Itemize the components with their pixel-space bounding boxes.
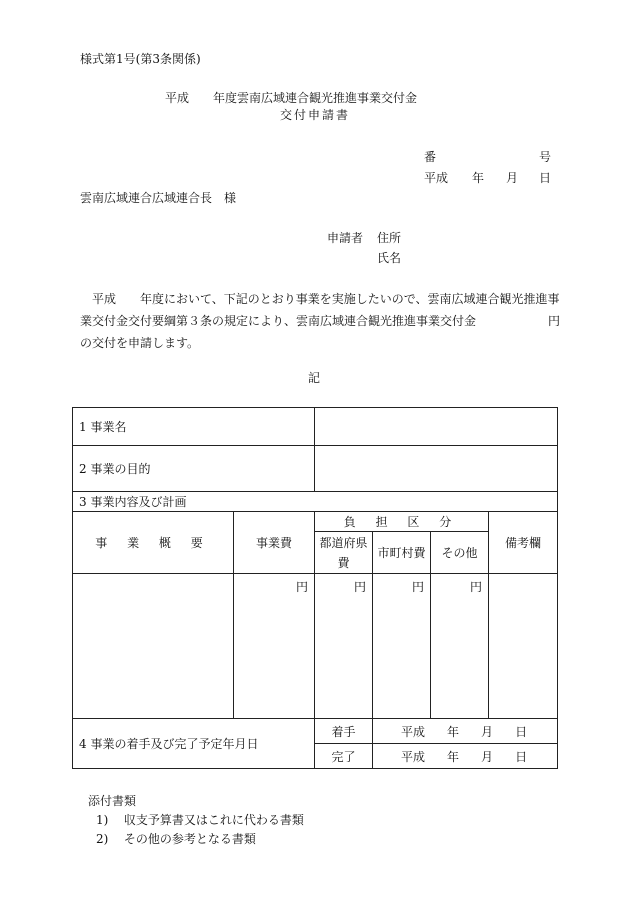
row-purpose-value[interactable]	[315, 446, 558, 492]
start-date[interactable]: 平成 年 月 日	[373, 719, 558, 744]
row-plan-label: 3 事業内容及び計画	[73, 492, 558, 512]
title-line-1: 平成 年度雲南広域連合観光推進事業交付金	[165, 91, 418, 105]
cell-cost-yen[interactable]: 円	[234, 574, 315, 719]
start-label: 着手	[315, 719, 373, 744]
row-project-name-label: 1 事業名	[73, 408, 315, 446]
date-era: 平成	[424, 171, 449, 185]
application-body-text: 平成 年度において、下記のとおり事業を実施したいので、雲南広域連合観光推進事業交付金交付要綱第３条の規定により、雲南広域連合観光推進事業交付金 円の交付を申請します。	[80, 292, 561, 350]
title-line-2: 交付申請書	[280, 108, 351, 122]
attachment-item: 1) 収支予算書又はこれに代わる書類	[96, 813, 304, 827]
date-month: 月	[506, 171, 519, 185]
row-schedule-label: 4 事業の着手及び完了予定年月日	[73, 719, 315, 769]
row-purpose-label: 2 事業の目的	[73, 446, 315, 492]
ki-heading: 記	[308, 371, 321, 385]
number-suffix: 号	[539, 150, 552, 164]
applicant-name-label: 氏名	[377, 251, 402, 265]
attachment-item: 2) その他の参考となる書類	[96, 832, 256, 846]
row-project-name-value[interactable]	[315, 408, 558, 446]
number-label: 番	[424, 150, 437, 164]
date-day: 日	[539, 171, 552, 185]
application-table	[72, 407, 558, 769]
col-overview-header: 事 業 概 要	[73, 512, 234, 574]
applicant-label: 申請者	[327, 231, 364, 245]
end-label: 完了	[315, 744, 373, 769]
applicant-address-label: 住所	[377, 231, 402, 245]
form-number: 様式第1号(第3条関係)	[80, 52, 201, 66]
cell-prefecture-yen[interactable]: 円	[315, 574, 373, 719]
cell-city-yen[interactable]: 円	[373, 574, 431, 719]
col-other-header: その他	[431, 532, 489, 574]
col-prefecture-header: 都道府県費	[315, 532, 373, 574]
addressee: 雲南広域連合広域連合長 様	[80, 191, 237, 205]
cell-other-yen[interactable]: 円	[431, 574, 489, 719]
cell-remarks[interactable]	[489, 574, 558, 719]
attachments-title: 添付書類	[88, 794, 137, 808]
end-date[interactable]: 平成 年 月 日	[373, 744, 558, 769]
col-remarks-header: 備考欄	[489, 512, 558, 574]
date-year: 年	[472, 171, 485, 185]
cell-overview[interactable]	[73, 574, 234, 719]
col-cost-header: 事業費	[234, 512, 315, 574]
col-burden-header: 負 担 区 分	[315, 512, 489, 532]
col-city-header: 市町村費	[373, 532, 431, 574]
